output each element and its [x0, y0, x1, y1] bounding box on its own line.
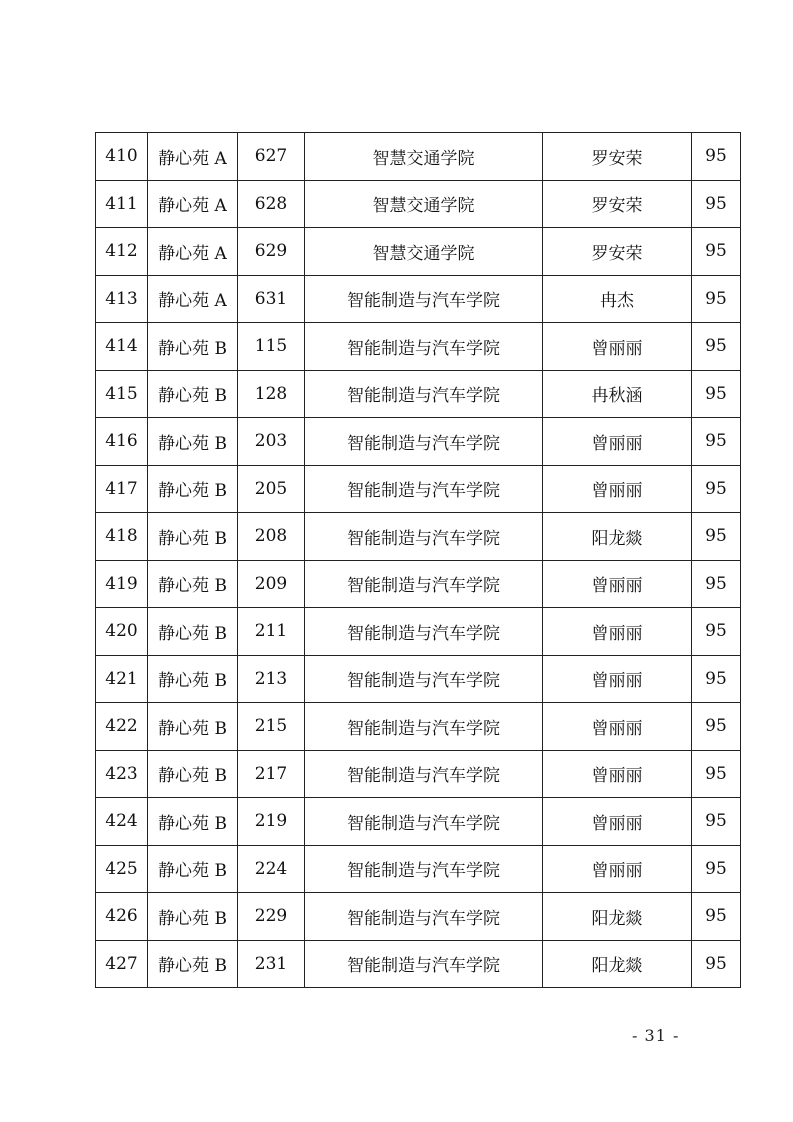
- cell-building: 静心苑 A: [148, 180, 238, 228]
- cell-row-number: 413: [96, 275, 148, 323]
- table-row: [96, 513, 741, 561]
- cell-row-number: 420: [96, 608, 148, 656]
- cell-building: 静心苑 A: [148, 133, 238, 181]
- cell-college: 智能制造与汽车学院: [305, 275, 543, 323]
- cell-building: 静心苑 B: [148, 513, 238, 561]
- cell-room: 628: [238, 180, 305, 228]
- cell-college: 智能制造与汽车学院: [305, 798, 543, 846]
- cell-building: 静心苑 B: [148, 418, 238, 466]
- cell-building: 静心苑 A: [148, 228, 238, 276]
- cell-score: 95: [692, 465, 741, 513]
- cell-row-number: 423: [96, 750, 148, 798]
- cell-score: 95: [692, 703, 741, 751]
- table-row: [96, 418, 741, 466]
- dormitory-score-table: [95, 132, 741, 988]
- cell-college: 智能制造与汽车学院: [305, 655, 543, 703]
- cell-room: 215: [238, 703, 305, 751]
- cell-person-name: 曾丽丽: [543, 323, 692, 371]
- cell-building: 静心苑 B: [148, 655, 238, 703]
- cell-building: 静心苑 B: [148, 893, 238, 941]
- cell-person-name: 曾丽丽: [543, 465, 692, 513]
- cell-row-number: 421: [96, 655, 148, 703]
- cell-person-name: 冉杰: [543, 275, 692, 323]
- cell-room: 231: [238, 940, 305, 988]
- cell-college: 智能制造与汽车学院: [305, 703, 543, 751]
- cell-room: 217: [238, 750, 305, 798]
- cell-person-name: 冉秋涵: [543, 370, 692, 418]
- table-row: [96, 893, 741, 941]
- cell-college: 智能制造与汽车学院: [305, 513, 543, 561]
- cell-college: 智能制造与汽车学院: [305, 323, 543, 371]
- cell-score: 95: [692, 940, 741, 988]
- dormitory-score-table-container: [95, 132, 734, 988]
- cell-room: 211: [238, 608, 305, 656]
- cell-building: 静心苑 B: [148, 845, 238, 893]
- cell-row-number: 411: [96, 180, 148, 228]
- cell-row-number: 419: [96, 560, 148, 608]
- cell-row-number: 417: [96, 465, 148, 513]
- cell-row-number: 415: [96, 370, 148, 418]
- cell-score: 95: [692, 608, 741, 656]
- table-row: [96, 703, 741, 751]
- cell-score: 95: [692, 370, 741, 418]
- cell-person-name: 曾丽丽: [543, 703, 692, 751]
- table-body: [96, 133, 741, 988]
- cell-college: 智能制造与汽车学院: [305, 418, 543, 466]
- cell-college: 智能制造与汽车学院: [305, 370, 543, 418]
- table-row: [96, 560, 741, 608]
- cell-room: 224: [238, 845, 305, 893]
- cell-score: 95: [692, 750, 741, 798]
- cell-person-name: 罗安荣: [543, 133, 692, 181]
- cell-college: 智能制造与汽车学院: [305, 608, 543, 656]
- cell-room: 219: [238, 798, 305, 846]
- table-row: [96, 655, 741, 703]
- cell-college: 智能制造与汽车学院: [305, 465, 543, 513]
- cell-building: 静心苑 B: [148, 465, 238, 513]
- cell-college: 智能制造与汽车学院: [305, 845, 543, 893]
- cell-row-number: 412: [96, 228, 148, 276]
- table-row: [96, 133, 741, 181]
- cell-score: 95: [692, 845, 741, 893]
- cell-score: 95: [692, 228, 741, 276]
- cell-room: 629: [238, 228, 305, 276]
- cell-college: 智慧交通学院: [305, 228, 543, 276]
- cell-score: 95: [692, 180, 741, 228]
- cell-building: 静心苑 B: [148, 560, 238, 608]
- cell-person-name: 曾丽丽: [543, 798, 692, 846]
- cell-building: 静心苑 B: [148, 798, 238, 846]
- cell-room: 631: [238, 275, 305, 323]
- cell-building: 静心苑 B: [148, 940, 238, 988]
- cell-college: 智能制造与汽车学院: [305, 940, 543, 988]
- cell-building: 静心苑 B: [148, 608, 238, 656]
- cell-row-number: 425: [96, 845, 148, 893]
- cell-room: 208: [238, 513, 305, 561]
- cell-row-number: 414: [96, 323, 148, 371]
- cell-person-name: 阳龙燚: [543, 893, 692, 941]
- table-row: [96, 323, 741, 371]
- cell-row-number: 410: [96, 133, 148, 181]
- cell-person-name: 曾丽丽: [543, 750, 692, 798]
- cell-building: 静心苑 B: [148, 370, 238, 418]
- table-row: [96, 750, 741, 798]
- table-row: [96, 275, 741, 323]
- cell-score: 95: [692, 275, 741, 323]
- cell-college: 智能制造与汽车学院: [305, 560, 543, 608]
- cell-college: 智慧交通学院: [305, 133, 543, 181]
- cell-room: 128: [238, 370, 305, 418]
- page-number: - 31 -: [632, 1026, 680, 1045]
- cell-score: 95: [692, 893, 741, 941]
- cell-building: 静心苑 A: [148, 275, 238, 323]
- cell-room: 115: [238, 323, 305, 371]
- cell-building: 静心苑 B: [148, 323, 238, 371]
- cell-score: 95: [692, 798, 741, 846]
- cell-person-name: 曾丽丽: [543, 845, 692, 893]
- cell-room: 627: [238, 133, 305, 181]
- cell-row-number: 424: [96, 798, 148, 846]
- cell-person-name: 曾丽丽: [543, 608, 692, 656]
- cell-building: 静心苑 B: [148, 750, 238, 798]
- table-row: [96, 940, 741, 988]
- cell-row-number: 416: [96, 418, 148, 466]
- cell-room: 203: [238, 418, 305, 466]
- cell-room: 229: [238, 893, 305, 941]
- cell-college: 智能制造与汽车学院: [305, 750, 543, 798]
- table-row: [96, 465, 741, 513]
- cell-person-name: 曾丽丽: [543, 418, 692, 466]
- cell-row-number: 426: [96, 893, 148, 941]
- table-row: [96, 370, 741, 418]
- cell-score: 95: [692, 655, 741, 703]
- table-row: [96, 608, 741, 656]
- cell-person-name: 曾丽丽: [543, 655, 692, 703]
- cell-room: 213: [238, 655, 305, 703]
- cell-college: 智能制造与汽车学院: [305, 893, 543, 941]
- cell-building: 静心苑 B: [148, 703, 238, 751]
- table-row: [96, 845, 741, 893]
- cell-person-name: 罗安荣: [543, 228, 692, 276]
- cell-score: 95: [692, 323, 741, 371]
- table-row: [96, 180, 741, 228]
- cell-score: 95: [692, 418, 741, 466]
- cell-row-number: 422: [96, 703, 148, 751]
- cell-person-name: 曾丽丽: [543, 560, 692, 608]
- cell-row-number: 427: [96, 940, 148, 988]
- cell-score: 95: [692, 513, 741, 561]
- cell-person-name: 罗安荣: [543, 180, 692, 228]
- cell-room: 209: [238, 560, 305, 608]
- cell-score: 95: [692, 560, 741, 608]
- table-row: [96, 798, 741, 846]
- table-row: [96, 228, 741, 276]
- cell-person-name: 阳龙燚: [543, 940, 692, 988]
- cell-college: 智慧交通学院: [305, 180, 543, 228]
- cell-row-number: 418: [96, 513, 148, 561]
- cell-room: 205: [238, 465, 305, 513]
- cell-score: 95: [692, 133, 741, 181]
- cell-person-name: 阳龙燚: [543, 513, 692, 561]
